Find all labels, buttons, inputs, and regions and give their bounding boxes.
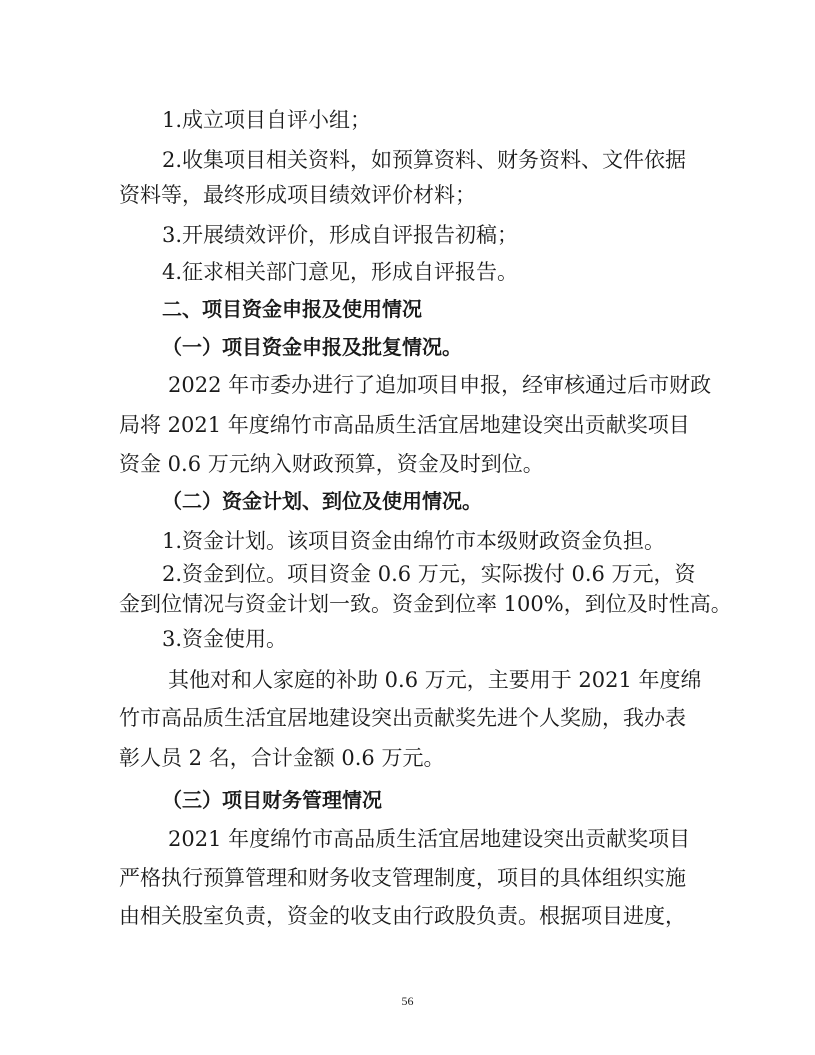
funding-plan: 1.资金计划。该项目资金由绵竹市本级财政资金负担。 (162, 529, 666, 553)
paragraph-3-line-1: 2021 年度绵竹市高品质生活宜居地建设突出贡献奖项目 (168, 827, 691, 851)
step-2: 2.收集项目相关资料，如预算资料、财务资料、文件依据 (162, 148, 687, 172)
step-2-continued: 资料等，最终形成项目绩效评价材料； (119, 183, 476, 207)
page-number: 56 (401, 994, 414, 1008)
paragraph-3-line-2: 严格执行预算管理和财务收支管理制度，项目的具体组织实施 (119, 866, 686, 890)
step-4: 4.征求相关部门意见，形成自评报告。 (162, 260, 519, 284)
step-1: 1.成立项目自评小组； (162, 108, 372, 132)
funding-arrival-continued: 金到位情况与资金计划一致。资金到位率 100%，到位及时性高。 (119, 592, 732, 616)
paragraph-1-line-1: 2022 年市委办进行了追加项目申报，经审核通过后市财政 (168, 373, 712, 397)
funding-arrival: 2.资金到位。项目资金 0.6 万元，实际拨付 0.6 万元，资 (162, 562, 696, 586)
section-heading-2: 二、项目资金申报及使用情况 (162, 297, 422, 321)
subheading-3: （三）项目财务管理情况 (162, 788, 382, 812)
subheading-1: （一）项目资金申报及批复情况。 (162, 335, 462, 359)
paragraph-2-line-2: 竹市高品质生活宜居地建设突出贡献奖先进个人奖励，我办表 (119, 706, 686, 730)
subheading-2: （二）资金计划、到位及使用情况。 (162, 489, 482, 513)
paragraph-1-line-3: 资金 0.6 万元纳入财政预算，资金及时到位。 (119, 452, 544, 476)
paragraph-2-line-3: 彰人员 2 名，合计金额 0.6 万元。 (119, 746, 445, 770)
paragraph-1-line-2: 局将 2021 年度绵竹市高品质生活宜居地建设突出贡献奖项目 (119, 413, 690, 437)
funding-usage: 3.资金使用。 (162, 627, 288, 651)
paragraph-2-line-1: 其他对和人家庭的补助 0.6 万元，主要用于 2021 年度绵 (168, 668, 702, 692)
step-3: 3.开展绩效评价，形成自评报告初稿； (162, 223, 519, 247)
paragraph-3-line-3: 由相关股室负责，资金的收支由行政股负责。根据项目进度， (119, 904, 686, 928)
